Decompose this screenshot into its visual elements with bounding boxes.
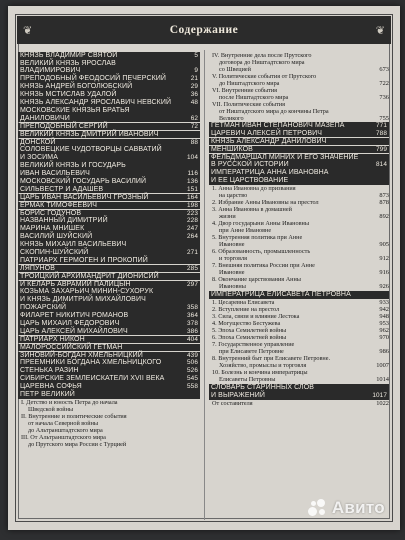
toc-entry <box>18 146 200 154</box>
toc-entry <box>209 255 389 262</box>
toc-entry <box>18 60 200 75</box>
toc-entry-title: IV. Внутренние дела после Прутского <box>212 52 312 59</box>
toc-entry <box>209 115 389 122</box>
toc-entry-title: ИВАН ВАСИЛЬЕВИЧ <box>20 170 90 178</box>
toc-entry-page: 223 <box>187 209 198 217</box>
toc-entry-page: 116 <box>187 170 198 178</box>
toc-entry-page: 905 <box>379 241 389 249</box>
toc-entry-page: 151 <box>187 185 198 193</box>
toc-entry-title: ВЕЛИКИЙ КНЯЗЬ ДМИТРИЙ ИВАНОВИЧ <box>20 130 159 138</box>
toc-entry-page: 386 <box>187 327 198 335</box>
toc-entry-title: ЕРМАК ТИМОФЕЕВИЧ <box>20 201 97 209</box>
toc-entry-page: 439 <box>187 351 198 359</box>
toc-entry <box>209 94 389 101</box>
toc-entry <box>18 420 200 427</box>
toc-entry <box>209 177 389 185</box>
toc-entry-title: ФИЛАРЕТ НИКИТИЧ РОМАНОВ <box>20 312 129 320</box>
toc-entry-title: II. Внутренние и политические события <box>21 412 127 420</box>
toc-entry <box>18 194 200 202</box>
toc-entry <box>18 281 200 289</box>
toc-entry-title: ДОНСКОЙ <box>20 138 56 146</box>
toc-entry-page: 912 <box>379 255 389 263</box>
toc-entry-title: 5. Внутренняя политика при Анне <box>212 234 303 242</box>
toc-entry-page: 916 <box>379 269 389 277</box>
toc-entry-page: 48 <box>190 99 198 107</box>
page-title: Содержание <box>169 24 239 36</box>
column-divider <box>204 50 205 520</box>
toc-entry-page: 948 <box>379 313 389 321</box>
toc-entry-page: 722 <box>379 80 389 87</box>
toc-entry <box>18 186 200 194</box>
toc-entry-page: 285 <box>187 264 198 272</box>
toc-entry-title: ЛЯПУНОВ <box>20 264 55 272</box>
toc-entry-title: ЗИНОВИЙ-БОГДАН ХМЕЛЬНИЦКИЙ <box>20 351 143 359</box>
toc-entry-title: КНЯЗЬ АНДРЕЙ БОГОЛЮБСКИЙ <box>20 83 133 91</box>
toc-entry-title: Ивановне <box>219 269 245 277</box>
toc-entry <box>18 107 200 115</box>
toc-entry <box>18 406 200 413</box>
toc-entry-title: ДАНИЛОВИЧИ <box>20 114 70 122</box>
toc-entry-page: 5 <box>194 52 198 59</box>
toc-entry-title: Хозяйство, промыслы и торговля <box>219 362 307 370</box>
toc-entry-title: ВАСИЛИЙ ШУЙСКИЙ <box>20 233 93 241</box>
toc-entry <box>18 328 200 336</box>
toc-entry-title: МАЛОРОССИЙСКИЙ ГЕТМАН <box>20 343 123 351</box>
toc-entry-title: 8. Внутренний быт при Елисавете Петровне. <box>212 355 331 363</box>
toc-entry-title: ВЕЛИКИЙ КНЯЗЬ ЯРОСЛАВ ВЛАДИМИРОВИЧ <box>20 59 116 75</box>
avito-watermark <box>308 498 385 518</box>
toc-entry <box>18 170 200 178</box>
toc-entry-page: 378 <box>187 319 198 327</box>
toc-entry-title: МЕНШИКОВ <box>211 145 253 153</box>
toc-entry <box>18 273 200 281</box>
toc-entry <box>209 192 389 199</box>
toc-entry <box>18 75 200 83</box>
toc-entry <box>209 66 389 73</box>
toc-entry <box>18 257 200 265</box>
toc-entry-page: 264 <box>187 233 198 241</box>
toc-entry-title: до Ништадтского мира <box>219 80 280 87</box>
toc-entry-title: 6. Эпоха Семилетней войны <box>212 334 287 342</box>
toc-entry <box>18 375 200 383</box>
toc-entry-title: жизни <box>219 213 236 221</box>
toc-entry <box>18 99 200 107</box>
toc-entry <box>209 161 389 169</box>
toc-entry-page: 271 <box>187 248 198 256</box>
toc-entry-page: 926 <box>379 283 389 291</box>
toc-entry-page: 297 <box>187 280 198 288</box>
toc-entry-title: договора до Ништадтского мира <box>219 59 305 66</box>
toc-entry-page: 404 <box>187 335 198 343</box>
toc-entry-page: 164 <box>187 193 198 201</box>
toc-entry-title: 1. Цесаревна Елисавета <box>212 299 275 307</box>
toc-entry-title: от Ништадтского мира до кончины Петра <box>219 108 329 115</box>
toc-entry <box>209 213 389 220</box>
toc-entry <box>209 108 389 115</box>
toc-entry-title: СЛОВАРЬ СТАРИННЫХ СЛОВ <box>211 384 315 392</box>
toc-entry <box>209 369 389 376</box>
toc-entry <box>18 399 200 406</box>
toc-entry-title: ЦАРЕВНА СОФЬЯ <box>20 383 82 391</box>
toc-entry-page: 228 <box>187 217 198 225</box>
toc-entry-title: КОЗЬМА ЗАХАРЬИЧ МИНИН-СУХОРУК <box>20 288 154 296</box>
toc-entry <box>18 359 200 367</box>
toc-entry-page: 1022 <box>376 400 389 408</box>
toc-entry <box>209 146 389 154</box>
toc-entry <box>209 362 389 369</box>
toc-entry <box>209 355 389 362</box>
toc-entry-page: 1017 <box>372 392 387 400</box>
toc-entry-title: ЦАРЬ ИВАН ВАСИЛЬЕВИЧ ГРОЗНЫЙ <box>20 193 149 201</box>
toc-entry-page: 364 <box>187 312 198 320</box>
toc-entry-title: СОЛОВЕЦКИЕ ЧУДОТВОРЦЫ САВВАТИЙ <box>20 146 162 154</box>
toc-entry-title: БОРИС ГОДУНОВ <box>20 209 82 217</box>
toc-entry <box>209 400 389 407</box>
toc-entry-title: 8. Окончание царствования Анны <box>212 276 301 284</box>
toc-entry <box>209 138 389 146</box>
toc-entry-title: 4. Могущество Бестужева <box>212 320 281 328</box>
toc-entry-title: при Елисавете Петровне <box>219 348 284 356</box>
toc-entry <box>18 296 200 304</box>
toc-entry-title: 3. Анна Ивановна в домашней <box>212 206 292 214</box>
toc-entry <box>209 52 389 59</box>
toc-entry-title: СИЛЬВЕСТР И АДАШЕВ <box>20 185 104 193</box>
toc-entry-page: 104 <box>187 154 198 162</box>
toc-entry-title: 1. Анна Ивановна до призвания <box>212 185 296 193</box>
toc-entry <box>209 73 389 80</box>
toc-entry <box>18 336 200 344</box>
toc-entry-title: до Альтранштадтского мира <box>28 426 103 434</box>
toc-entry-title: КНЯЗЬ АЛЕКСАНДР ЯРОСЛАВИЧ НЕВСКИЙ <box>20 99 172 107</box>
toc-entry <box>18 154 200 162</box>
toc-entry <box>209 248 389 255</box>
toc-entry-page: 1014 <box>376 376 389 384</box>
toc-entry <box>18 115 200 123</box>
toc-entry-page: 892 <box>379 213 389 221</box>
toc-entry-title: От составителя <box>212 400 253 408</box>
toc-entry-title: СИБИРСКИЕ ЗЕМЛЕИСКАТЕЛИ XVII ВЕКА <box>20 375 165 383</box>
toc-entry <box>209 276 389 283</box>
toc-entry-title: на царство <box>219 192 248 200</box>
toc-entry <box>18 123 200 131</box>
toc-entry <box>18 304 200 312</box>
toc-entry-title: И КЕЛАРЬ АВРАМИЙ ПАЛИЦЫН <box>20 280 131 288</box>
toc-entry-title: 7. Внешняя политика России при Анне <box>212 262 315 270</box>
toc-entry <box>209 101 389 108</box>
toc-entry <box>18 344 200 352</box>
toc-entry <box>209 199 389 206</box>
toc-entry-title: И ВЫРАЖЕНИЙ <box>211 392 266 400</box>
toc-entry-title: ЦАРЕВИЧ АЛЕКСЕЙ ПЕТРОВИЧ <box>211 129 322 137</box>
toc-entry-title: от начала Северной войны <box>28 419 99 427</box>
toc-entry-title: ПРЕПОДОБНЫЙ ФЕОДОСИЙ ПЕЧЕРСКИЙ <box>20 75 167 83</box>
toc-entry <box>18 178 200 186</box>
toc-entry-title: 10. Болезнь и кончина императрицы <box>212 369 308 377</box>
toc-entry <box>209 376 389 383</box>
toc-entry-title: со Швецией <box>219 66 251 73</box>
toc-entry-page: 755 <box>379 115 389 122</box>
toc-entry-title: и торговля <box>219 255 247 263</box>
toc-entry <box>209 320 389 327</box>
toc-entry-page: 873 <box>379 192 389 200</box>
toc-entry-page: 878 <box>379 199 389 207</box>
toc-entry <box>18 91 200 99</box>
toc-entry-title: МОСКОВСКИЕ КНЯЗЬЯ БРАТЬЯ <box>20 106 130 114</box>
toc-entry-page: 506 <box>187 359 198 367</box>
toc-left-column <box>18 52 200 448</box>
toc-entry <box>209 348 389 355</box>
toc-entry <box>209 262 389 269</box>
toc-entry-title: КНЯЗЬ АЛЕКСАНДР ДАНИЛОВИЧ <box>211 137 327 145</box>
toc-entry <box>209 334 389 341</box>
toc-entry <box>18 367 200 375</box>
toc-entry-title: КНЯЗЬ МСТИСЛАВ УДАЛОЙ <box>20 91 117 99</box>
toc-entry <box>209 291 389 299</box>
toc-entry-page: 942 <box>379 306 389 314</box>
toc-entry <box>209 241 389 248</box>
toc-entry-title: I. Детство и юность Петра до начала <box>21 398 118 406</box>
toc-entry-title: Великого <box>219 115 244 122</box>
toc-entry-page: 953 <box>379 320 389 328</box>
toc-entry-title: 6. Образованность, промышленность <box>212 248 311 256</box>
toc-entry <box>18 210 200 218</box>
ornament-left-icon: ❦ <box>23 24 33 37</box>
toc-entry <box>209 269 389 276</box>
toc-entry <box>18 83 200 91</box>
toc-entry <box>209 59 389 66</box>
toc-entry-title: ИМПЕРАТРИЦА АННА ИВАНОВНА <box>211 169 329 177</box>
toc-entry-page: 545 <box>187 375 198 383</box>
toc-entry-title: 4. Двор государыни Анны Ивановны <box>212 220 309 228</box>
toc-entry-title: И ЗОСИМА <box>20 154 58 162</box>
toc-entry-title: ФЕЛЬДМАРШАЛ МИНИХ И ЕГО ЗНАЧЕНИЕ <box>211 153 359 161</box>
toc-entry-title: ГЕТМАН ИВАН СТЕПАНОВИЧ МАЗЕПА <box>211 122 345 129</box>
avito-logo-icon <box>308 498 328 518</box>
toc-entry-title: до Прутского мира России с Турцией <box>28 440 127 448</box>
toc-entry-title: при Анне Ивановне <box>219 227 272 235</box>
toc-entry-title: ПРЕПОДОБНЫЙ СЕРГИЙ <box>20 122 108 130</box>
toc-entry-title: V. Политические события от Прутского <box>212 73 317 80</box>
toc-right-column <box>209 52 389 407</box>
toc-entry-page: 198 <box>187 201 198 209</box>
toc-entry <box>18 241 200 249</box>
toc-entry-page: 814 <box>376 161 387 169</box>
toc-entry-page: 962 <box>379 327 389 335</box>
toc-entry <box>209 313 389 320</box>
toc-entry <box>209 384 389 392</box>
toc-entry-title: ТРОИЦКИЙ АРХИМАНДРИТ ДИОНИСИЙ <box>20 272 159 280</box>
toc-entry <box>18 427 200 434</box>
toc-entry <box>18 233 200 241</box>
toc-entry-title: ЦАРЬ МИХАИЛ ФЕДОРОВИЧ <box>20 319 120 327</box>
toc-entry <box>18 413 200 420</box>
toc-entry-page: 247 <box>187 225 198 233</box>
toc-entry-title: III. От Альтранштадтского мира <box>21 433 106 441</box>
toc-entry <box>18 139 200 147</box>
toc-entry <box>18 202 200 210</box>
toc-entry-page: 72 <box>190 122 198 130</box>
toc-entry-title: ПРЕЕМНИКИ БОГДАНА ХМЕЛЬНИЦКОГО <box>20 359 162 367</box>
toc-entry-page: 526 <box>187 367 198 375</box>
toc-entry-title: ВЕЛИКИЙ КНЯЗЬ И ГОСУДАРЬ <box>20 162 126 170</box>
toc-entry <box>18 249 200 257</box>
toc-entry-page: 933 <box>379 299 389 307</box>
toc-entry-title: МАРИНА МНИШЕК <box>20 225 85 233</box>
toc-entry-title: КНЯЗЬ МИХАИЛ ВАСИЛЬЕВИЧ <box>20 241 127 249</box>
toc-entry-page: 986 <box>379 348 389 356</box>
toc-entry <box>209 169 389 177</box>
toc-entry <box>209 283 389 290</box>
toc-entry-page: 799 <box>376 145 387 153</box>
toc-entry <box>18 288 200 296</box>
book-page <box>8 6 400 530</box>
toc-entry <box>209 341 389 348</box>
toc-entry <box>18 434 200 441</box>
toc-entry-page: 29 <box>190 83 198 91</box>
toc-entry-title: 7. Государственное управление <box>212 341 295 349</box>
toc-entry-title: НАЗВАННЫЙ ДИМИТРИЙ <box>20 217 108 225</box>
toc-entry-page: 358 <box>187 304 198 312</box>
toc-entry <box>18 131 200 139</box>
toc-entry <box>209 130 389 138</box>
toc-entry-page: 558 <box>187 383 198 391</box>
toc-entry-page: 1007 <box>376 362 389 370</box>
toc-entry <box>18 320 200 328</box>
toc-entry <box>18 225 200 233</box>
toc-entry-page: 36 <box>190 91 198 99</box>
toc-entry-title: ПЕТР ВЕЛИКИЙ <box>20 391 75 398</box>
toc-entry-title: 2. Вступление на престол <box>212 306 280 314</box>
toc-entry-title: ИМПЕРАТРИЦА ЕЛИСАВЕТА ПЕТРОВНА <box>211 291 351 299</box>
toc-entry-page: 736 <box>379 94 389 101</box>
toc-entry <box>209 392 389 400</box>
toc-entry-page: 9 <box>194 67 198 75</box>
toc-entry-title: Елисаветы Петровны <box>219 376 276 384</box>
ornament-right-icon: ❦ <box>375 24 385 37</box>
toc-entry-page: 771 <box>376 122 387 129</box>
toc-entry-page: 673 <box>379 66 389 73</box>
watermark-text: Авито <box>331 498 385 517</box>
toc-entry-title: МОСКОВСКИЙ ГОСУДАРЬ ВАСИЛИЙ <box>20 177 147 185</box>
toc-entry-title: И ЕЕ ЦАРСТВОВАНИЕ <box>211 177 289 185</box>
toc-entry <box>209 220 389 227</box>
toc-entry <box>209 227 389 234</box>
toc-entry-title: ЦАРЬ АЛЕКСЕЙ МИХАЙЛОВИЧ <box>20 327 128 335</box>
toc-entry <box>18 352 200 360</box>
toc-entry-page: 88 <box>190 138 198 146</box>
toc-entry-title: Ивановне <box>219 241 245 249</box>
toc-entry <box>209 206 389 213</box>
toc-entry-title: СТЕНЬКА РАЗИН <box>20 367 79 375</box>
toc-entry-title: ПОЖАРСКИЙ <box>20 304 67 312</box>
toc-entry <box>209 122 389 130</box>
toc-entry <box>209 306 389 313</box>
toc-entry <box>18 162 200 170</box>
toc-entry-title: И КНЯЗЬ ДИМИТРИЙ МИХАЙЛОВИЧ <box>20 296 146 304</box>
toc-entry-page: 136 <box>187 177 198 185</box>
toc-entry-title: ПАТРИАРХ ГЕРМОГЕН И ПРОКОПИЙ <box>20 256 148 264</box>
toc-entry-title: СКОПИН-ШУЙСКИЙ <box>20 248 89 256</box>
toc-entry-title: 5. Эпоха Семилетней войны <box>212 327 287 335</box>
toc-entry <box>209 234 389 241</box>
toc-entry-title: VII. Политические события <box>212 101 285 108</box>
title-bar <box>17 16 391 44</box>
toc-entry <box>18 391 200 399</box>
toc-entry-page: 970 <box>379 334 389 342</box>
toc-entry-title: VI. Внутренние события <box>212 87 278 94</box>
toc-entry-page: 21 <box>190 75 198 83</box>
toc-entry <box>18 383 200 391</box>
toc-entry-title: Шведской войны <box>28 405 74 413</box>
toc-entry-title: КНЯЗЬ ВЛАДИМИР СВЯТОЙ <box>20 52 118 59</box>
toc-entry <box>18 265 200 273</box>
toc-entry <box>18 52 200 60</box>
toc-entry <box>209 327 389 334</box>
toc-entry-title: после Ништадтского мира <box>219 94 289 101</box>
toc-entry <box>18 217 200 225</box>
toc-entry <box>209 185 389 192</box>
toc-entry <box>209 87 389 94</box>
toc-entry-title: 3. Сила, связи и влияние Лестока <box>212 313 300 321</box>
toc-entry <box>18 312 200 320</box>
toc-entry <box>209 299 389 306</box>
toc-entry-title: 2. Избрание Анны Ивановны на престол <box>212 199 319 207</box>
toc-entry-page: 788 <box>376 129 387 137</box>
toc-entry-title: Ивановны <box>219 283 246 291</box>
toc-entry-title: В РУССКОЙ ИСТОРИИ <box>211 161 289 169</box>
toc-entry-title: ПАТРИАРХ НИКОН <box>20 335 85 343</box>
toc-entry <box>18 441 200 448</box>
toc-entry <box>209 80 389 87</box>
toc-entry-page: 62 <box>190 114 198 122</box>
